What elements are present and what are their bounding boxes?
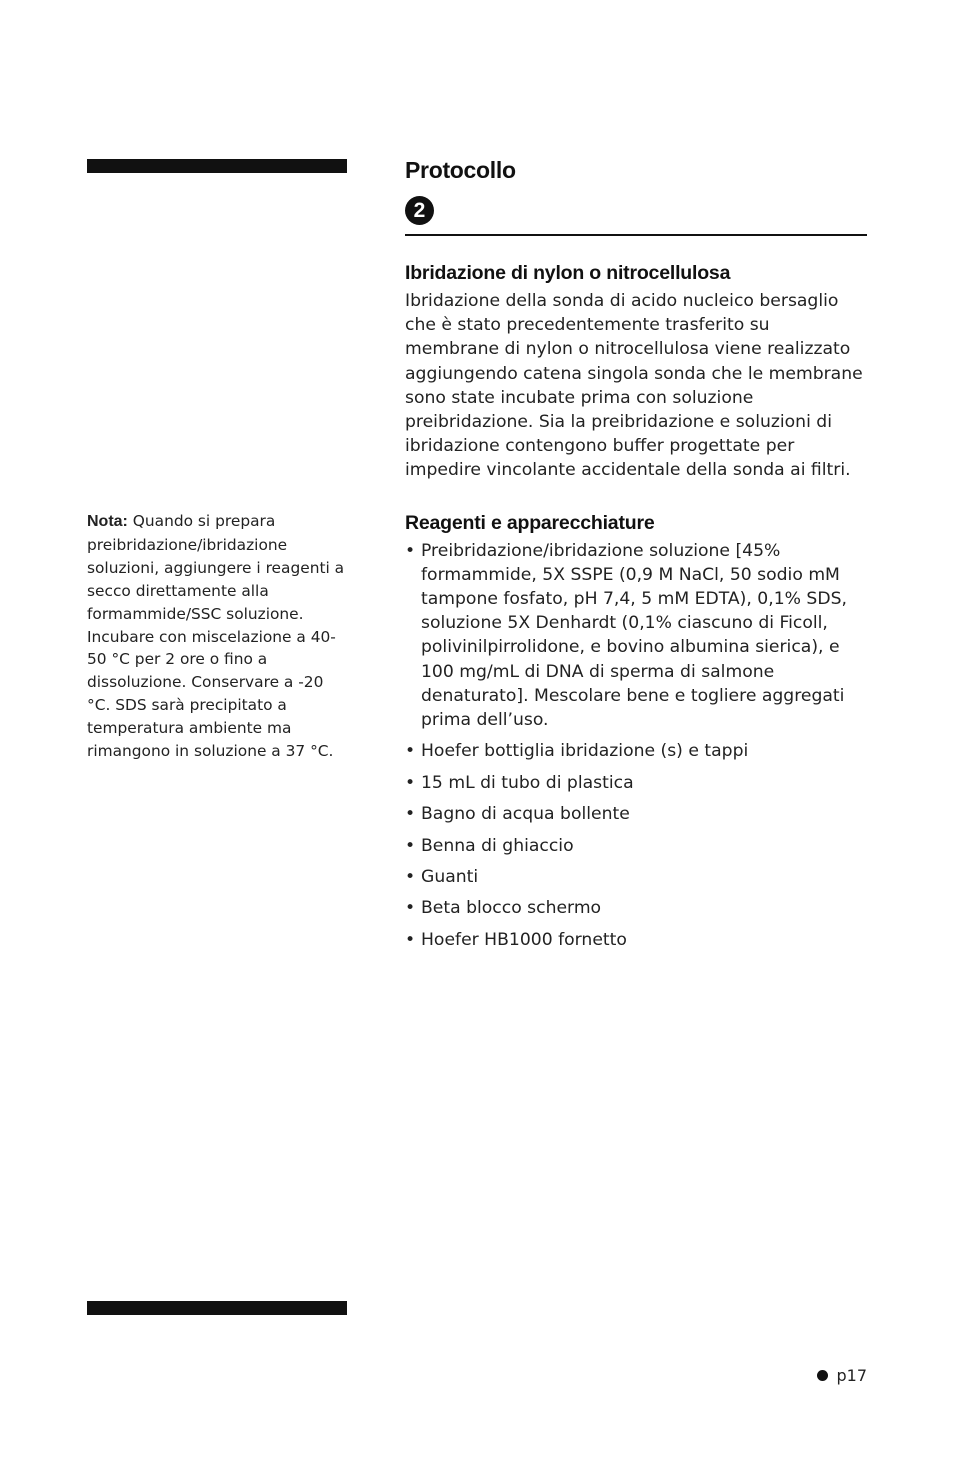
list-item <box>405 539 867 733</box>
top-decorative-bar <box>87 159 347 173</box>
list-item <box>405 865 867 889</box>
step-number-badge: 2 <box>405 196 434 225</box>
bullet-icon: • <box>405 804 416 825</box>
bullet-icon: • <box>405 540 416 561</box>
page-dot-icon <box>817 1370 828 1381</box>
section-heading-ibridazione: Ibridazione di nylon o nitrocellulosa <box>405 262 731 284</box>
bullet-icon: • <box>405 867 416 887</box>
list-item-text: Hoefer bottiglia ibridazione (s) e tappi <box>421 741 749 762</box>
bullet-icon: • <box>405 929 416 950</box>
section-heading-reagenti: Reagenti e apparecchiature <box>405 511 655 534</box>
list-item-text: Preibridazione/ibridazione soluzione [45% formammide, 5X SSPE (0,9 M NaCl, 50 sodio mM tampone fosfato, pH 7,4, 5 mM EDTA), 0,1% SDS, soluzione 5X Denhardt (0,1% ciascuno di Ficoll, polivinilpirrolidone, e bovino albumina sierica), e 100 mg/mL di DNA di sperma di salmone denaturato]. Mescolare bene e togliere aggregati prima dell’uso. <box>421 540 847 731</box>
bullet-icon: • <box>405 898 416 919</box>
reagents-list <box>405 539 867 952</box>
note-label: Nota: <box>87 513 128 530</box>
list-item-text: Guanti <box>421 867 479 887</box>
title-rule <box>405 234 867 236</box>
list-item <box>405 834 867 858</box>
list-item-text: Hoefer HB1000 fornetto <box>421 929 627 950</box>
list-item <box>405 928 867 952</box>
list-item <box>405 739 867 763</box>
list-item <box>405 802 867 826</box>
list-item-text: 15 mL di tubo di plastica <box>421 772 634 793</box>
bullet-icon: • <box>405 772 416 793</box>
bottom-decorative-bar <box>87 1301 347 1315</box>
sidebar-note <box>87 510 349 763</box>
page-number <box>817 1366 867 1385</box>
page-title: Protocollo <box>405 157 516 183</box>
page-number-text: p17 <box>836 1366 867 1385</box>
list-item <box>405 896 867 920</box>
list-item <box>405 771 867 795</box>
note-text: Quando si prepara preibridazione/ibridazione soluzioni, aggiungere i reagenti a secco direttamente alla formammide/SSC soluzione. Incubare con miscelazione a 40-50 °C per 2 ore o fino a dissoluzione. Conservare a -20 °C. SDS sarà precipitato a temperatura ambiente ma rimangono in soluzione a 37 °C. <box>87 512 345 761</box>
list-item-text: Bagno di acqua bollente <box>421 804 630 825</box>
bullet-icon: • <box>405 741 416 762</box>
section-body-ibridazione: Ibridazione della sonda di acido nucleico bersaglio che è stato precedentemente trasferito su membrane di nylon o nitrocellulosa viene realizzato aggiungendo catena singola sonda che le membrane sono state incubate prima con soluzione preibridazione. Sia la preibridazione e soluzioni di ibridazione contengono buffer progettate per impedire vincolante accidentale della sonda ai filtri. <box>405 291 863 481</box>
main-column <box>405 154 867 959</box>
bullet-icon: • <box>405 835 416 856</box>
list-item-text: Beta blocco schermo <box>421 898 602 919</box>
list-item-text: Benna di ghiaccio <box>421 835 574 856</box>
